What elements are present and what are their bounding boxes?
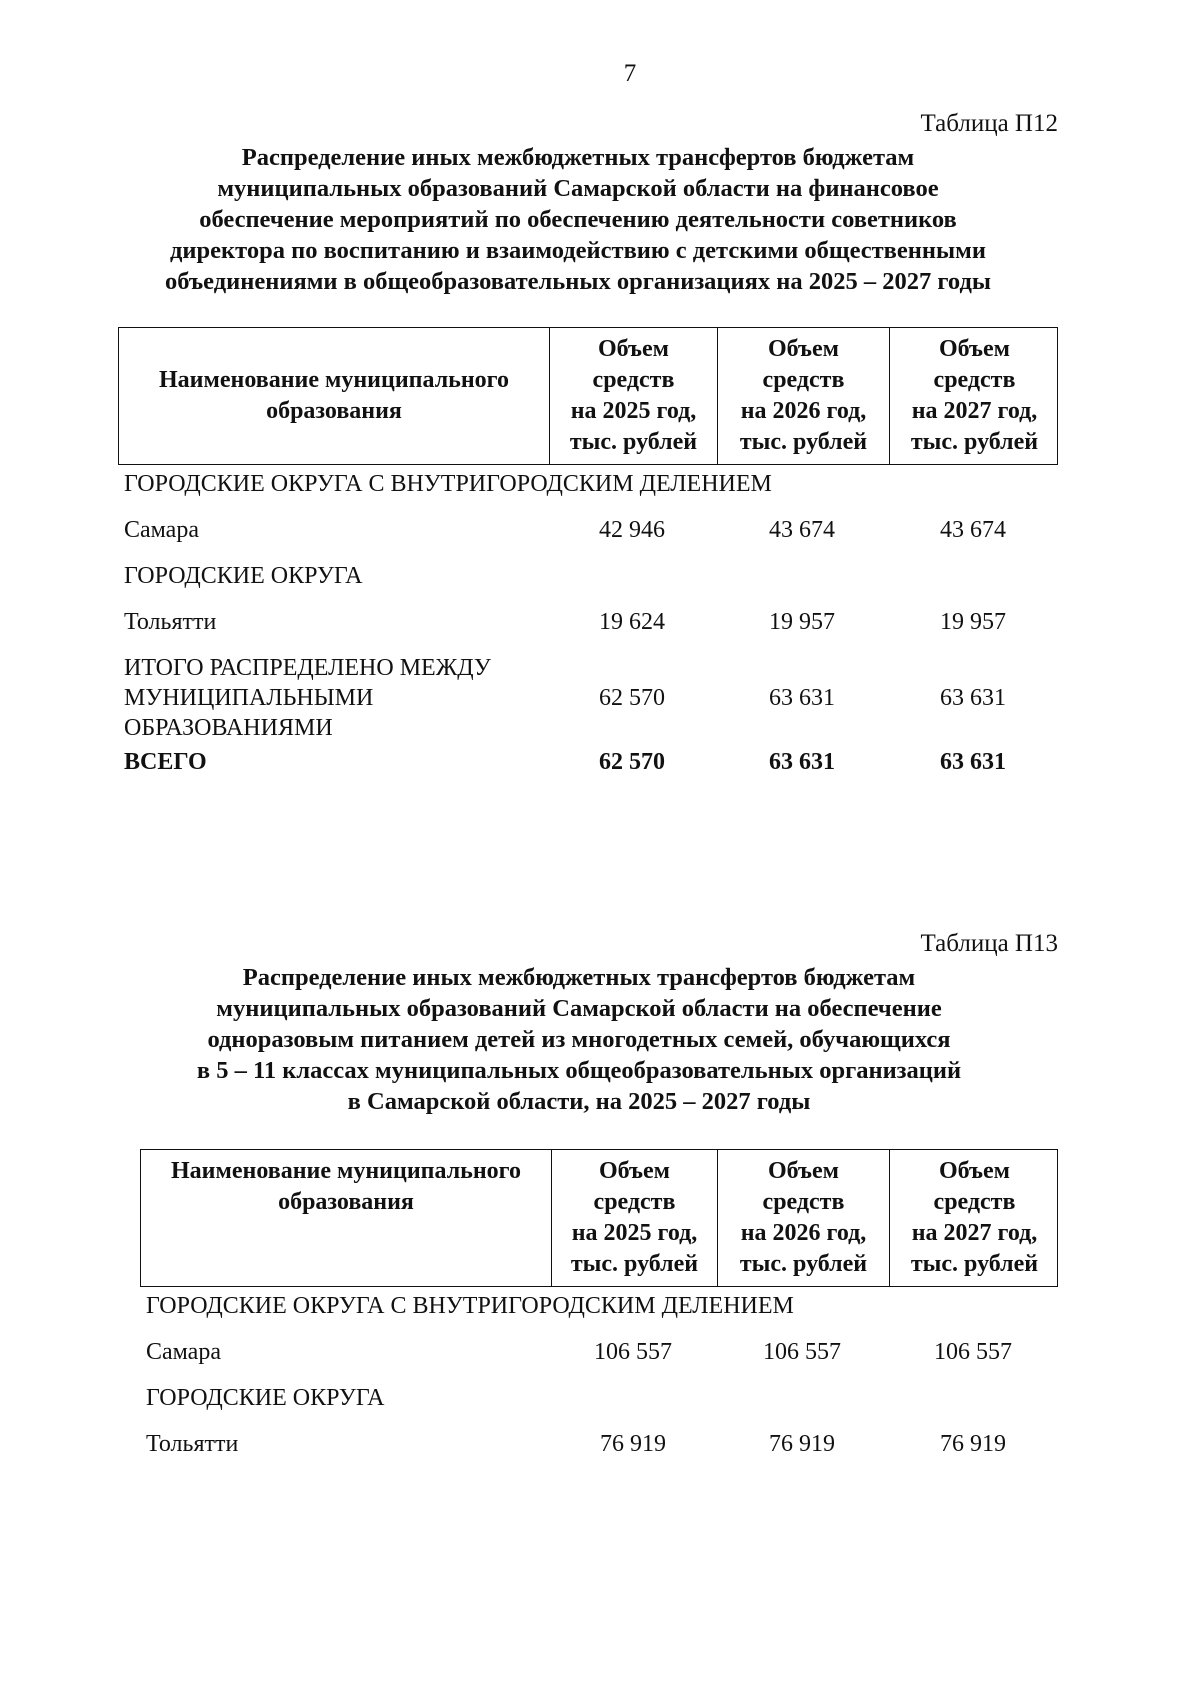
header-text: Объем bbox=[767, 1158, 840, 1184]
header-text: Объем bbox=[767, 336, 840, 362]
header-text: образования bbox=[266, 398, 402, 424]
header-2027-cell bbox=[889, 328, 1059, 464]
title-line: муниципальных образований Самарской области на обеспечение bbox=[216, 995, 942, 1022]
title-line: обеспечение мероприятий по обеспечению деятельности советников bbox=[199, 206, 957, 233]
header-text: тыс. рублей bbox=[570, 1251, 699, 1277]
value-2026: 43 674 bbox=[769, 517, 835, 543]
table-label: Таблица П13 bbox=[920, 930, 1058, 957]
header-text: Объем bbox=[938, 1158, 1011, 1184]
group-heading: ГОРОДСКИЕ ОКРУГА bbox=[146, 1385, 385, 1411]
header-text: средств bbox=[593, 1189, 676, 1215]
header-text: на 2026 год, bbox=[740, 1220, 867, 1246]
header-2026-cell bbox=[717, 328, 889, 464]
value-2027: 43 674 bbox=[940, 517, 1006, 543]
table-row bbox=[140, 1337, 1058, 1367]
row-name: Самара bbox=[124, 517, 199, 543]
group-heading: ГОРОДСКИЕ ОКРУГА С ВНУТРИГОРОДСКИМ ДЕЛЕНИЕМ bbox=[124, 471, 772, 497]
value-2026: 76 919 bbox=[769, 1431, 835, 1457]
value-2025: 106 557 bbox=[594, 1339, 672, 1365]
header-2025-cell bbox=[549, 328, 717, 464]
row-name-line: МУНИЦИПАЛЬНЫМИ bbox=[124, 685, 374, 711]
header-text: тыс. рублей bbox=[569, 429, 698, 455]
header-text: Объем bbox=[597, 336, 670, 362]
value-2027: 63 631 bbox=[940, 749, 1006, 775]
row-name-line: ОБРАЗОВАНИЯМИ bbox=[124, 715, 333, 741]
row-name: Самара bbox=[146, 1339, 221, 1365]
row-name-line: ИТОГО РАСПРЕДЕЛЕНО МЕЖДУ bbox=[124, 655, 491, 681]
header-text: образования bbox=[278, 1189, 414, 1215]
table-row bbox=[118, 607, 1058, 637]
header-text: средств bbox=[933, 1189, 1016, 1215]
header-text: на 2026 год, bbox=[740, 398, 867, 424]
table-row-total bbox=[118, 747, 1058, 777]
header-text: Наименование муниципального bbox=[159, 367, 509, 393]
header-text: Наименование муниципального bbox=[171, 1158, 521, 1184]
header-text: на 2025 год, bbox=[571, 1220, 698, 1246]
value-2025: 62 570 bbox=[599, 685, 665, 711]
header-text: средств bbox=[762, 1189, 845, 1215]
row-name: Тольятти bbox=[124, 609, 217, 635]
title-line: муниципальных образований Самарской области на финансовое bbox=[217, 175, 939, 202]
value-2027: 106 557 bbox=[934, 1339, 1012, 1365]
group-heading: ГОРОДСКИЕ ОКРУГА С ВНУТРИГОРОДСКИМ ДЕЛЕНИЕМ bbox=[146, 1293, 794, 1319]
value-2025: 76 919 bbox=[600, 1431, 666, 1457]
value-2027: 19 957 bbox=[940, 609, 1006, 635]
header-name-cell bbox=[141, 1150, 551, 1286]
header-text: Объем bbox=[598, 1158, 671, 1184]
table-row-itogo bbox=[118, 653, 1058, 743]
value-2026: 63 631 bbox=[769, 685, 835, 711]
table-p12-section bbox=[118, 110, 1058, 777]
title-line: одноразовым питанием детей из многодетных семей, обучающихся bbox=[207, 1026, 951, 1053]
table-header bbox=[140, 1149, 1058, 1287]
header-text: средств bbox=[933, 367, 1016, 393]
header-2025-cell bbox=[551, 1150, 717, 1286]
table-title bbox=[98, 142, 1058, 297]
header-name-cell bbox=[119, 328, 549, 464]
title-line: объединениями в общеобразовательных организациях на 2025 – 2027 годы bbox=[165, 268, 991, 295]
table-label: Таблица П12 bbox=[920, 110, 1058, 137]
value-2027: 76 919 bbox=[940, 1431, 1006, 1457]
table-header bbox=[118, 327, 1058, 465]
header-text: на 2025 год, bbox=[570, 398, 697, 424]
header-text: на 2027 год, bbox=[911, 1220, 1038, 1246]
value-2027: 63 631 bbox=[940, 685, 1006, 711]
table-title bbox=[100, 962, 1058, 1117]
title-line: в Самарской области, на 2025 – 2027 годы bbox=[347, 1088, 811, 1115]
header-2027-cell bbox=[889, 1150, 1059, 1286]
header-2026-cell bbox=[717, 1150, 889, 1286]
page-number: 7 bbox=[623, 60, 637, 87]
row-name: ВСЕГО bbox=[124, 749, 207, 775]
header-text: тыс. рублей bbox=[739, 1251, 868, 1277]
value-2025: 42 946 bbox=[599, 517, 665, 543]
title-line: Распределение иных межбюджетных трансфертов бюджетам bbox=[242, 964, 916, 991]
header-text: средств bbox=[592, 367, 675, 393]
table-row bbox=[140, 1429, 1058, 1459]
table-p13-section bbox=[140, 930, 1058, 1459]
title-line: в 5 – 11 классах муниципальных общеобразовательных организаций bbox=[196, 1057, 962, 1084]
header-text: тыс. рублей bbox=[739, 429, 868, 455]
value-2025: 62 570 bbox=[599, 749, 665, 775]
value-2026: 19 957 bbox=[769, 609, 835, 635]
group-heading: ГОРОДСКИЕ ОКРУГА bbox=[124, 563, 363, 589]
value-2026: 106 557 bbox=[763, 1339, 841, 1365]
header-text: на 2027 год, bbox=[911, 398, 1038, 424]
title-line: Распределение иных межбюджетных трансфертов бюджетам bbox=[241, 144, 915, 171]
title-line: директора по воспитанию и взаимодействию с детскими общественными bbox=[170, 237, 986, 264]
value-2026: 63 631 bbox=[769, 749, 835, 775]
header-text: тыс. рублей bbox=[910, 429, 1039, 455]
header-text: Объем bbox=[938, 336, 1011, 362]
header-text: средств bbox=[762, 367, 845, 393]
row-name bbox=[118, 653, 548, 743]
table-row bbox=[118, 515, 1058, 545]
row-name: Тольятти bbox=[146, 1431, 239, 1457]
header-text: тыс. рублей bbox=[910, 1251, 1039, 1277]
value-2025: 19 624 bbox=[599, 609, 665, 635]
